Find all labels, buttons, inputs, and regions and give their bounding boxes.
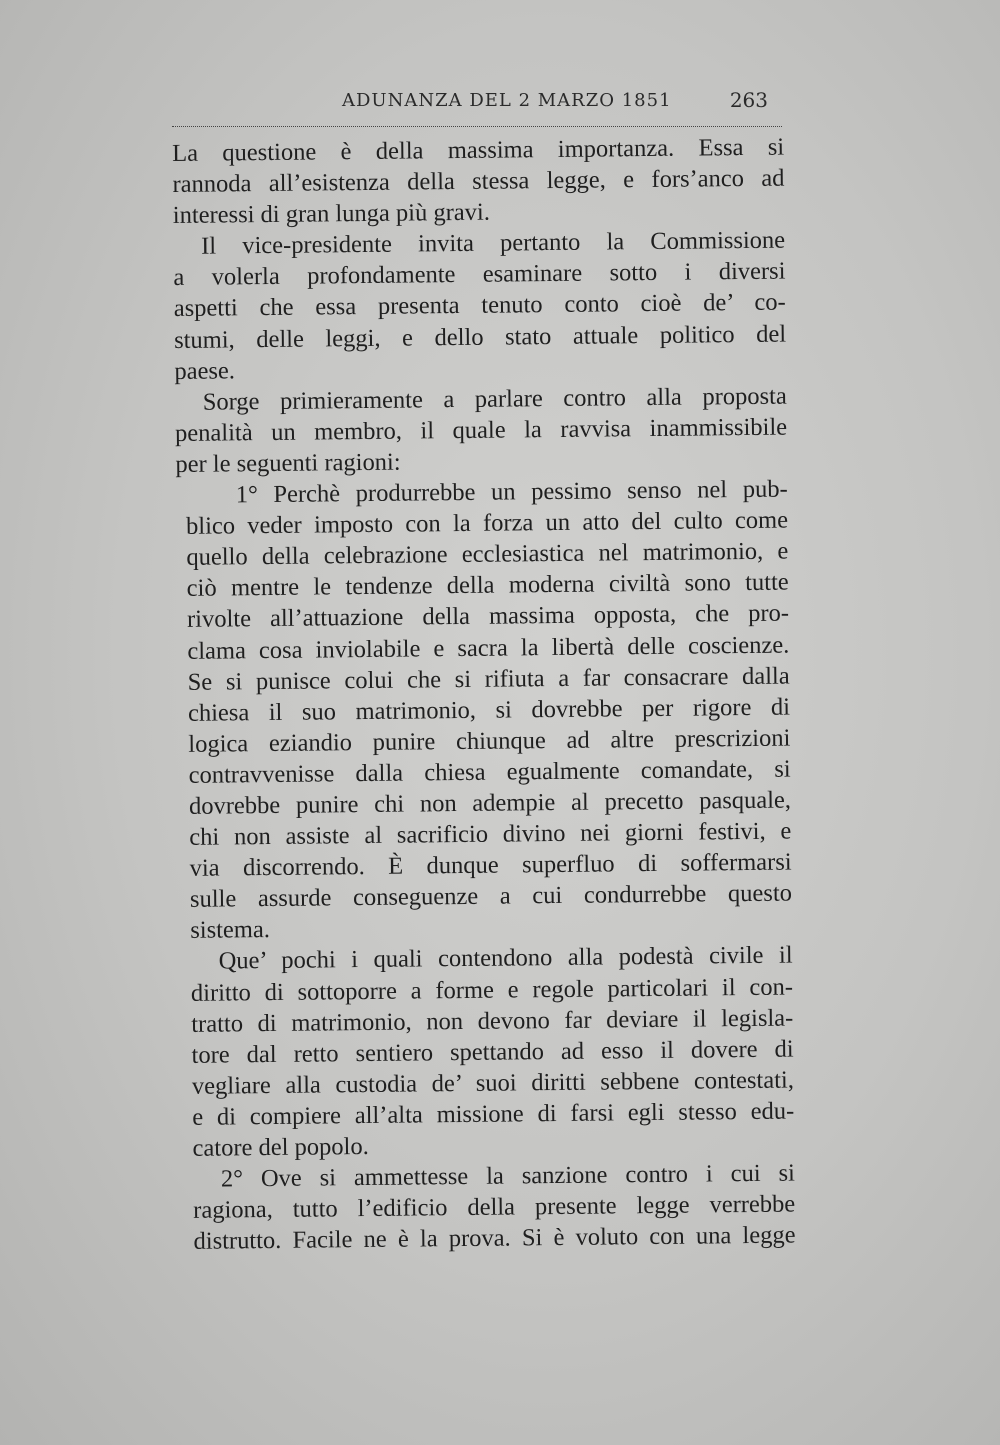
text-line: dovrebbe punire chi non adempie al precetto pasquale, <box>188 786 792 820</box>
body-text <box>172 132 796 1258</box>
text-line: blico veder imposto con la forza un atto del culto come <box>185 506 789 540</box>
text-line: via discorrendo. È dunque superfluo di soffermarsi <box>189 848 792 883</box>
text-line: distrutto. Facile ne è la prova. Si è voluto con una legge <box>193 1221 796 1256</box>
text-line: catore del popolo. <box>192 1132 369 1162</box>
text-line: rivolte all’attuazione della massima opposta, che pro- <box>186 599 790 634</box>
text-line: clama cosa inviolabile e sacra la libertà delle coscienze. <box>187 631 790 665</box>
text-line: Sorge primieramente a parlare contro alla proposta <box>202 382 787 416</box>
text-line: sistema. <box>190 916 271 945</box>
text-line: tratto di matrimonio, non devono far deviare il legisla- <box>191 1004 794 1038</box>
text-line: ciò mentre le tendenze della moderna civiltà sono tutte <box>186 568 789 603</box>
text-line: contravvenisse dalla chiesa egualmente comandate, si <box>188 755 791 789</box>
text-line: per le seguenti ragioni: <box>175 448 401 478</box>
text-line: Que’ pochi i quali contendono alla podestà civile il <box>218 941 793 975</box>
text-line: a volerla profondamente esaminare sotto i diversi <box>173 257 786 292</box>
text-line: e di compiere all’alta missione di farsi egli stesso edu- <box>192 1097 795 1131</box>
text-line: paese. <box>174 357 236 385</box>
text-line: rannoda all’esistenza della stessa legge, e fors’anco ad <box>172 164 785 199</box>
text-line: La questione è della massima importanza. Essa si <box>172 133 785 167</box>
running-head: ADUNANZA DEL 2 MARZO 1851 <box>342 90 672 111</box>
text-line: Il vice-presidente invita pertanto la Commissione <box>200 226 786 260</box>
text-line: sulle assurde conseguenze a cui condurrebbe questo <box>189 879 793 914</box>
text-line: diritto di sottoporre a forme e regole particolari il con- <box>190 973 794 1007</box>
text-line: penalità un membro, il quale la ravvisa inammissibile <box>174 413 788 447</box>
text-line: vegliare alla custodia de’ suoi diritti sebbene contestati, <box>191 1066 795 1100</box>
text-line: chiesa il suo matrimonio, si dovrebbe per rigore di <box>187 693 791 727</box>
text-line: ragiona, tutto l’edificio della presente legge verrebbe <box>193 1190 796 1225</box>
text-line: tore dal retto sentiero spettando ad esso il dovere di <box>191 1035 794 1069</box>
text-line: interessi di gran lunga più gravi. <box>172 198 491 230</box>
text-line: Se si punisce colui che si rifiuta a far consacrare dalla <box>187 662 790 696</box>
text-line: chi non assiste al sacrificio divino nei giorni festivi, e <box>189 817 792 851</box>
text-line: aspetti che essa presenta tenuto conto cioè de’ co- <box>173 289 786 323</box>
text-line: logica eziandio punire chiunque ad altre prescrizioni <box>188 724 791 758</box>
text-line: quello della celebrazione ecclesiastica nel matrimonio, e <box>186 537 789 572</box>
text-line: stumi, delle leggi, e dello stato attuale politico del <box>173 320 787 354</box>
page-header <box>172 86 782 127</box>
page-number: 263 <box>729 88 768 112</box>
text-line: 1° Perchè produrrebbe un pessimo senso nel pub- <box>235 475 788 509</box>
text-line: 2° Ove si ammettesse la sanzione contro i cui si <box>220 1159 796 1193</box>
